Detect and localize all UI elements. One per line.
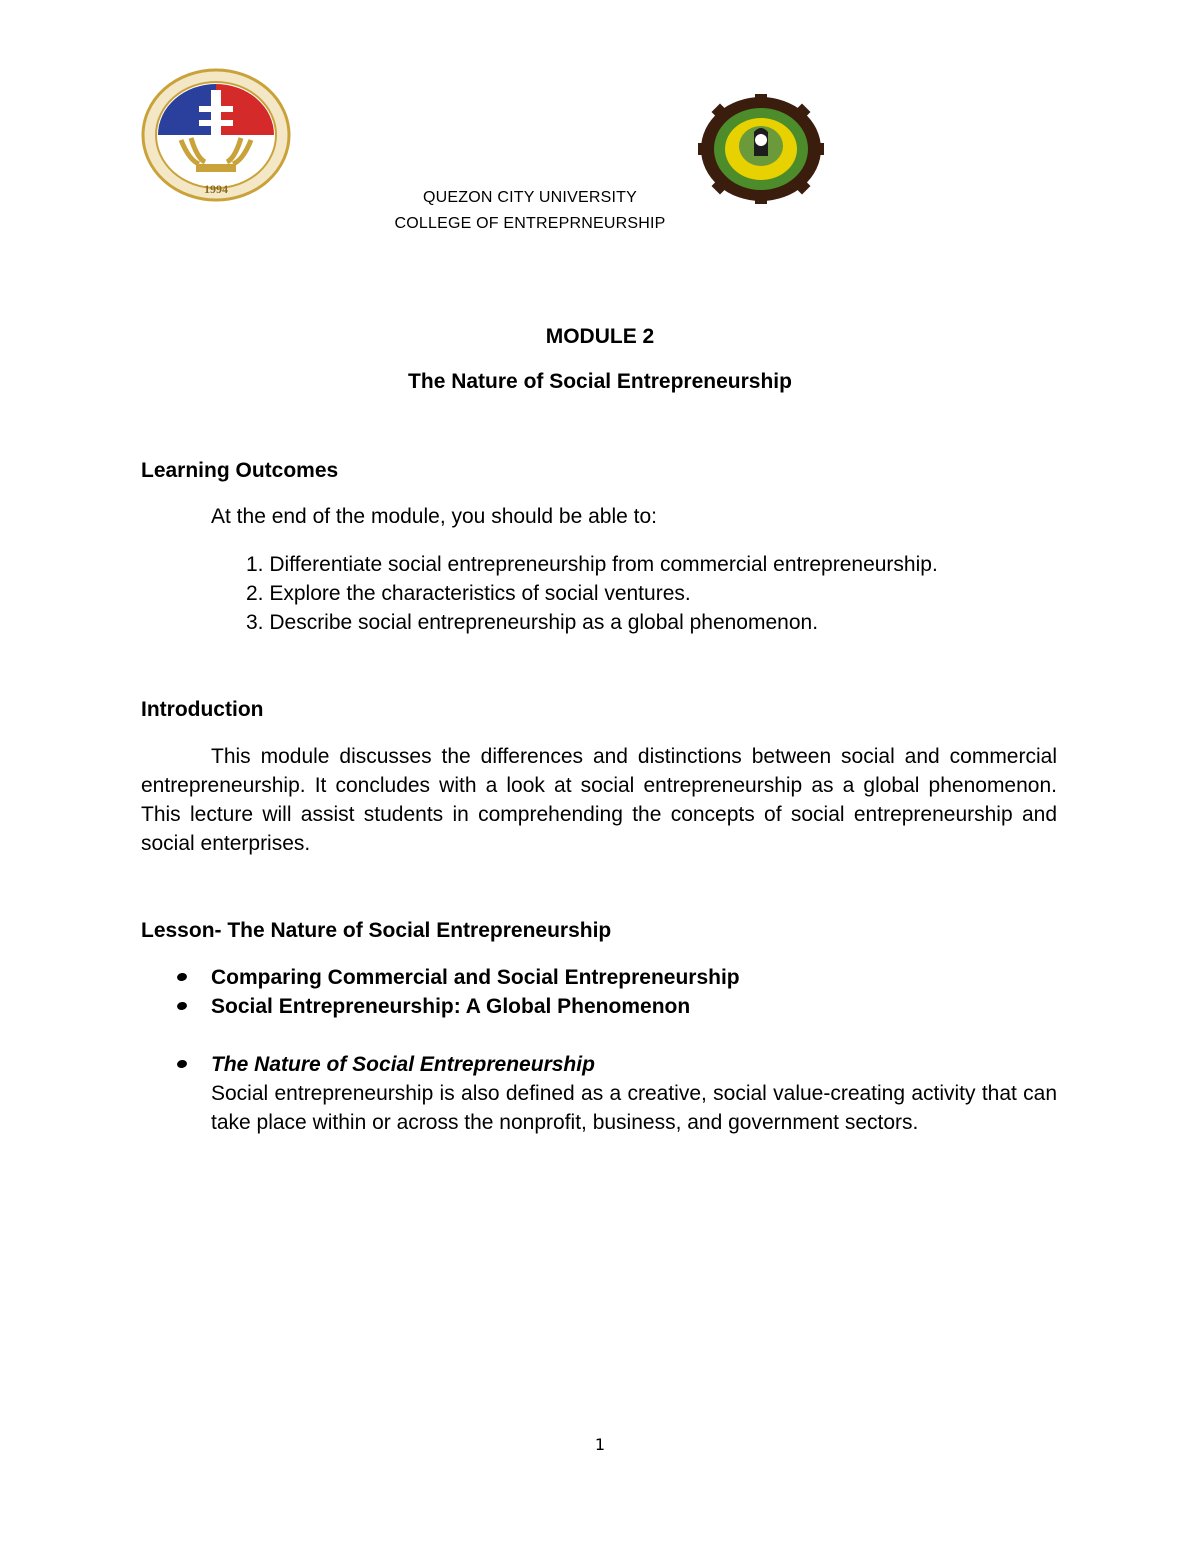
introduction-heading: Introduction — [141, 698, 264, 721]
university-name: QUEZON CITY UNIVERSITY — [423, 189, 637, 206]
bullet-icon — [176, 1001, 187, 1011]
list-item: 3. Describe social entrepreneurship as a global phenomenon. — [246, 611, 819, 634]
module-subtitle: The Nature of Social Entrepreneurship — [408, 370, 792, 393]
lesson-heading: Lesson- The Nature of Social Entrepreneurship — [141, 919, 612, 942]
seal-year: 1994 — [204, 182, 228, 196]
list-item: 2. Explore the characteristics of social ventures. — [246, 582, 691, 605]
topic-label: Comparing Commercial and Social Entrepreneurship — [211, 966, 740, 989]
topic-label: Social Entrepreneurship: A Global Phenomenon — [211, 995, 691, 1018]
module-title: MODULE 2 — [545, 325, 655, 348]
university-seal-icon — [141, 68, 291, 202]
nature-paragraph: Social entrepreneurship is also defined as a creative, social value-creating activity that can take place within or across the nonprofit, business, and government sectors. — [211, 1082, 1057, 1134]
college-seal-icon — [696, 94, 826, 204]
college-name: COLLEGE OF ENTREPRNEURSHIP — [394, 215, 666, 232]
bullet-icon — [176, 1059, 187, 1069]
nature-heading: The Nature of Social Entrepreneurship — [211, 1053, 595, 1076]
introduction-paragraph: This module discusses the differences and distinctions between social and commercial entrepreneurship. It concludes with a look at social entrepreneurship as a global phenomenon. This lecture will assist students in comprehending the concepts of social entrepreneurship and social enterprises. — [141, 745, 1057, 855]
list-item: 1. Differentiate social entrepreneurship from commercial entrepreneurship. — [246, 553, 938, 576]
nature-heading-row — [175, 1050, 1057, 1079]
learning-outcomes-list — [246, 550, 938, 637]
learning-outcomes-intro: At the end of the module, you should be able to: — [211, 505, 657, 528]
bullet-icon — [176, 972, 187, 982]
nature-section — [175, 1050, 1057, 1137]
institution-header — [380, 185, 680, 237]
learning-outcomes-heading: Learning Outcomes — [141, 459, 339, 482]
page-number: 1 — [594, 1435, 606, 1454]
